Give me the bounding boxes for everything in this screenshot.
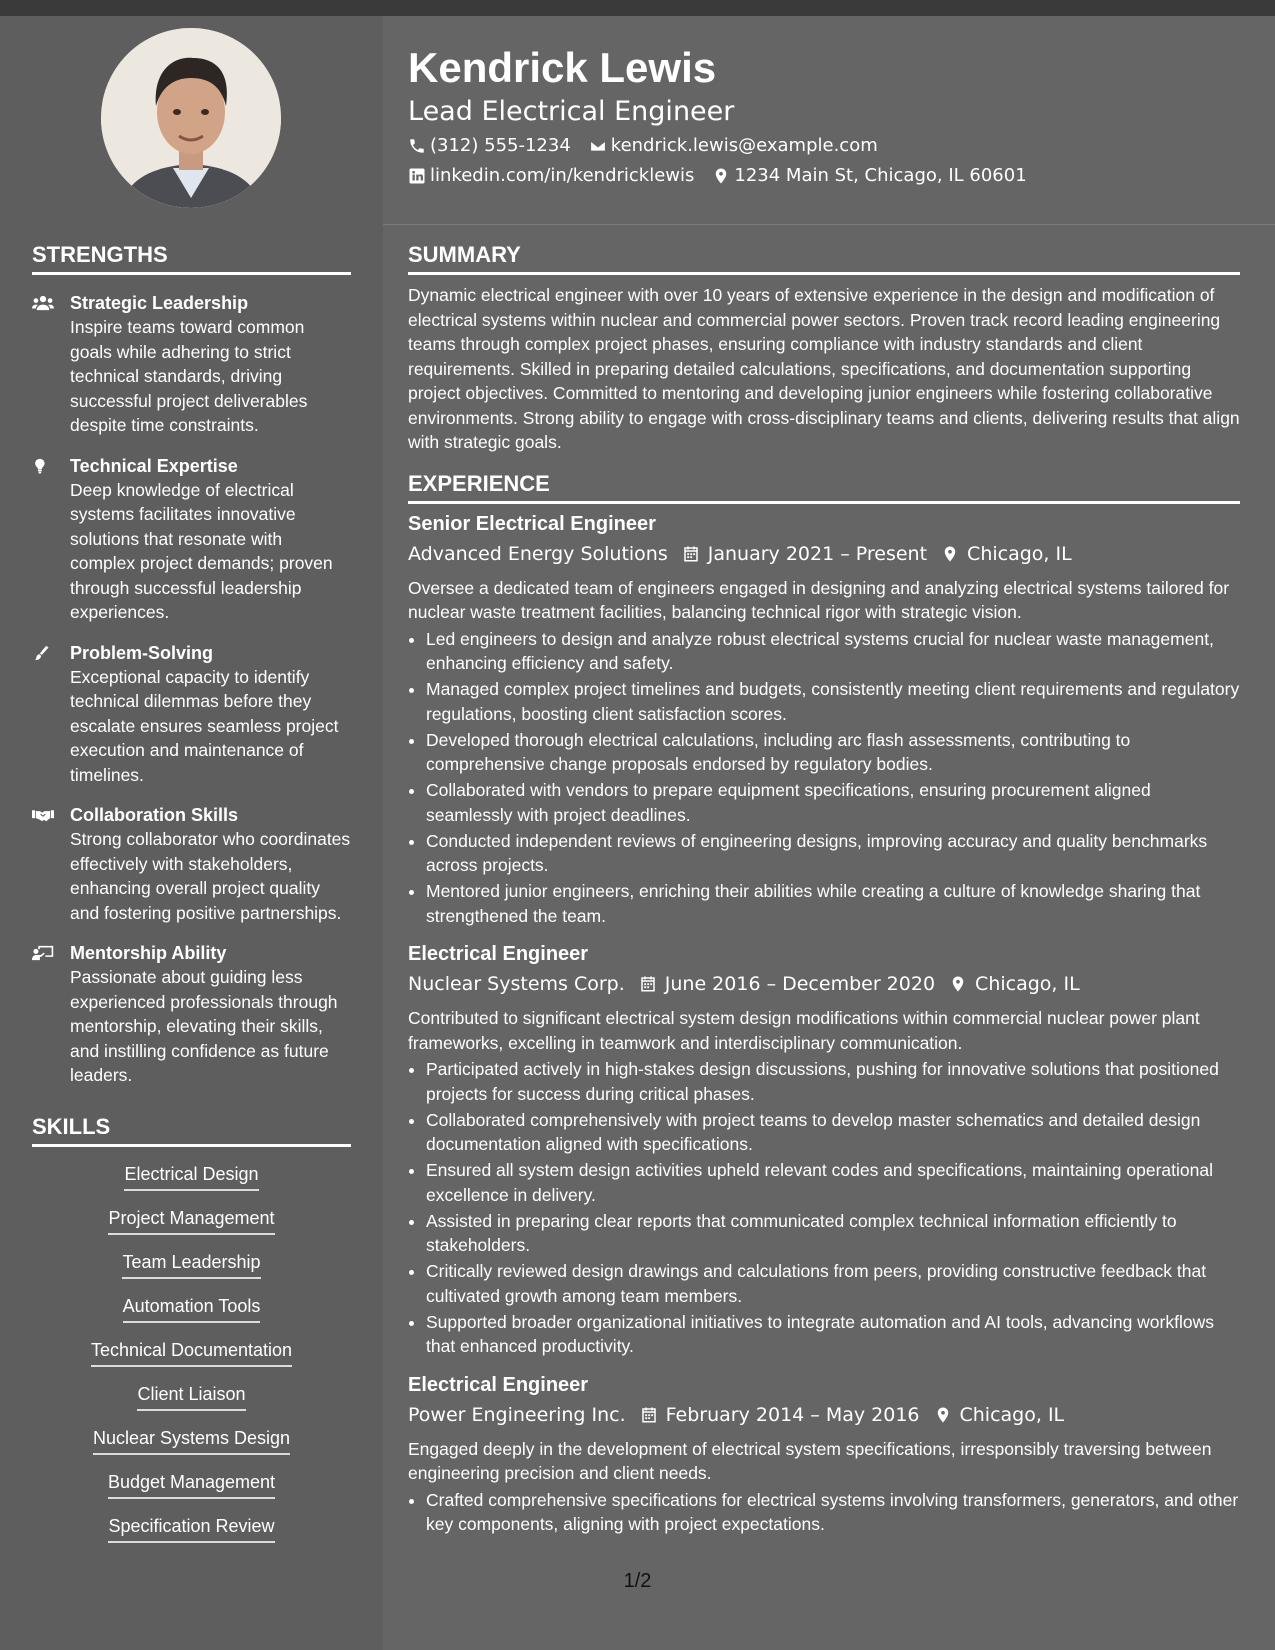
job-bullet: • Ensured all system design activities upheld relevant codes and specifications, maintaining operational excellence in delivery. (426, 1158, 1240, 1207)
strength-item (32, 291, 351, 438)
skill-label: Technical Documentation (91, 1337, 292, 1367)
resume-header (408, 42, 1248, 188)
strength-title: Strategic Leadership (70, 293, 249, 313)
lightbulb-icon (32, 457, 54, 475)
job-description: Oversee a dedicated team of engineers engaged in designing and analyzing electrical systems tailored for nuclear waste treatment facilities, balancing technical rigor with strategic vision. (408, 577, 1230, 622)
job-meta (408, 540, 1240, 568)
job-bullet: • Crafted comprehensive specifications for electrical systems involving transformers, generators, and other key components, aligning with project expectations. (426, 1488, 1240, 1537)
users-icon (32, 294, 54, 312)
summary-text: Dynamic electrical engineer with over 10 years of extensive experience in the design and modification of electrical systems within nuclear and commercial power sectors. Proven track record leading engineering teams through complex project phases, ensuring compliance with industry standards and client requirements. Skilled in preparing detailed calculations, specifications, and documentation supporting project objectives. Committed to mentoring and developing junior engineers while fostering collaborative environments. Strong ability to engage with cross-disciplinary teams and clients, delivering results that align with strategic goals. (408, 285, 1240, 452)
job-dates-text: February 2014 – May 2016 (665, 1403, 920, 1426)
strength-description: Deep knowledge of electrical systems facilitates innovative solutions that resonate with complex project demands; proven through successful leadership experiences. (70, 479, 333, 622)
job-dates-text: June 2016 – December 2020 (664, 973, 936, 995)
job-bullet: • Developed thorough electrical calculations, including arc flash assessments, contributing to comprehensive change proposals endorsed by regulatory bodies. (426, 728, 1240, 777)
strength-description: Inspire teams toward common goals while adhering to strict technical standards, driving successful project deliverables despite time constraints. (70, 317, 308, 435)
job-description: Engaged deeply in the development of electrical system specifications, irresponsibly traversing between engineering precision and client needs. (408, 1438, 1212, 1483)
skill-item (32, 1161, 351, 1191)
header-divider (383, 224, 1275, 225)
linkedin-icon (408, 167, 426, 185)
strength-item (32, 641, 351, 788)
strength-description: Exceptional capacity to identify technical dilemmas before they escalate ensures seamless project execution and maintenance of timelines. (70, 666, 339, 785)
job-location (941, 540, 1072, 568)
address-text: 1234 Main St, Chicago, IL 60601 (734, 165, 1027, 186)
map-pin-icon (949, 975, 967, 993)
left-column (32, 242, 351, 1557)
job-dates (640, 1401, 920, 1429)
job-location-text: Chicago, IL (975, 973, 1080, 995)
skill-label: Nuclear Systems Design (93, 1425, 290, 1455)
job-title: Electrical Engineer (408, 943, 589, 965)
skill-item (32, 1469, 351, 1499)
right-column (408, 242, 1240, 1538)
job-description: Contributed to significant electrical system design modifications within commercial nuclear power plant frameworks, excelling in teamwork and interdisciplinary communication. (408, 1008, 1200, 1053)
skill-label: Client Liaison (137, 1381, 245, 1411)
job-bullet: • Assisted in preparing clear reports that communicated complex technical information efficiently to stakeholders. (426, 1209, 1240, 1258)
strength-description: Passionate about guiding less experienced professionals through mentorship, elevating their skills, and instilling confidence as future leaders. (70, 967, 338, 1085)
candidate-name: Kendrick Lewis (408, 44, 717, 91)
phone-icon (408, 137, 426, 155)
skill-item (32, 1205, 351, 1235)
envelope-icon (589, 137, 607, 155)
job-bullet: • Conducted independent reviews of engineering designs, improving accuracy and quality benchmarks across projects. (426, 829, 1240, 878)
strength-title: Problem-Solving (70, 642, 214, 663)
job-dates (639, 970, 935, 998)
job-title: Senior Electrical Engineer (408, 512, 656, 535)
contact-row-2 (408, 164, 1248, 188)
calendar-icon (639, 975, 657, 993)
map-pin-icon (712, 167, 730, 185)
skill-label: Budget Management (108, 1469, 275, 1499)
skill-item (32, 1513, 351, 1543)
job-entry (408, 1371, 1240, 1537)
strength-title: Mentorship Ability (70, 943, 227, 963)
candidate-title: Lead Electrical Engineer (408, 96, 735, 127)
profile-photo (101, 28, 281, 208)
skill-item (32, 1293, 351, 1323)
top-bar (0, 0, 1275, 16)
strength-title: Collaboration Skills (70, 805, 239, 825)
strengths-heading: STRENGTHS (32, 242, 351, 275)
phone-contact[interactable] (408, 134, 571, 158)
job-bullet: • Supported broader organizational initiatives to integrate automation and AI tools, advancing workflows that enhanced productivity. (426, 1310, 1240, 1359)
skill-label: Team Leadership (122, 1249, 260, 1279)
email-text: kendrick.lewis@example.com (610, 135, 878, 156)
job-entry (408, 940, 1240, 1359)
handshake-icon (32, 806, 54, 824)
phone-text: (312) 555-1234 (430, 135, 571, 156)
skills-list (32, 1161, 351, 1543)
experience-heading: EXPERIENCE (408, 471, 1240, 504)
job-location-text: Chicago, IL (959, 1403, 1065, 1426)
email-contact[interactable] (589, 134, 878, 158)
job-meta (408, 1401, 1240, 1429)
contact-row-1 (408, 134, 1248, 158)
job-dates (682, 540, 927, 568)
summary-heading: SUMMARY (408, 242, 1240, 275)
job-bullet: • Collaborated with vendors to prepare equipment specifications, ensuring procurement aligned seamlessly with project deadlines. (426, 778, 1240, 827)
linkedin-text: linkedin.com/in/kendricklewis (430, 165, 695, 186)
skill-label: Specification Review (108, 1513, 274, 1543)
company-name: Power Engineering Inc. (408, 1403, 626, 1426)
job-bullet: • Managed complex project timelines and budgets, consistently meeting client requirements and regulatory regulations, boosting client satisfaction scores. (426, 677, 1240, 726)
job-title: Electrical Engineer (408, 1373, 589, 1396)
calendar-icon (640, 1406, 658, 1424)
company-name: Advanced Energy Solutions (408, 542, 668, 565)
strength-title: Technical Expertise (70, 455, 238, 476)
map-pin-icon (941, 545, 959, 563)
company-name: Nuclear Systems Corp. (408, 973, 625, 995)
job-meta (408, 970, 1240, 998)
skill-label: Electrical Design (124, 1161, 258, 1191)
skills-heading: SKILLS (32, 1114, 351, 1147)
job-bullets (408, 1488, 1240, 1537)
job-location-text: Chicago, IL (967, 542, 1072, 565)
job-entry (408, 510, 1240, 929)
job-dates-text: January 2021 – Present (707, 542, 928, 565)
job-bullet: • Participated actively in high-stakes design discussions, pushing for innovative solutions that positioned projects for success during critical phases. (426, 1057, 1240, 1106)
skill-label: Automation Tools (123, 1293, 261, 1323)
map-pin-icon (934, 1406, 952, 1424)
paintbrush-icon (32, 644, 54, 662)
skill-item (32, 1381, 351, 1411)
page-indicator: 1/2 (623, 1570, 652, 1592)
job-bullet: • Mentored junior engineers, enriching their abilities while creating a culture of knowledge sharing that strengthened the team. (426, 879, 1240, 928)
strength-item (32, 803, 351, 925)
linkedin-contact[interactable] (408, 164, 694, 188)
job-bullets (408, 627, 1240, 929)
strengths-list (32, 291, 351, 1088)
address-contact (712, 164, 1026, 188)
job-bullet: • Collaborated comprehensively with project teams to develop master schematics and detailed design documentation aligned with specifications. (426, 1108, 1240, 1157)
skill-item (32, 1249, 351, 1279)
calendar-icon (682, 545, 700, 563)
job-bullet: • Critically reviewed design drawings and calculations from peers, providing constructive feedback that cultivated growth among team members. (426, 1259, 1240, 1308)
skill-label: Project Management (108, 1205, 274, 1235)
skill-item (32, 1425, 351, 1455)
strength-item (32, 941, 351, 1088)
strength-item (32, 454, 351, 625)
strength-description: Strong collaborator who coordinates effectively with stakeholders, enhancing overall project quality and fostering positive partnerships. (70, 829, 351, 923)
chalkboard-teacher-icon (32, 944, 54, 962)
skill-item (32, 1337, 351, 1367)
job-location (949, 970, 1080, 998)
job-location (934, 1401, 1065, 1429)
job-bullets (408, 1057, 1240, 1359)
job-bullet: • Led engineers to design and analyze robust electrical systems crucial for nuclear waste management, enhancing efficiency and safety. (426, 627, 1240, 676)
